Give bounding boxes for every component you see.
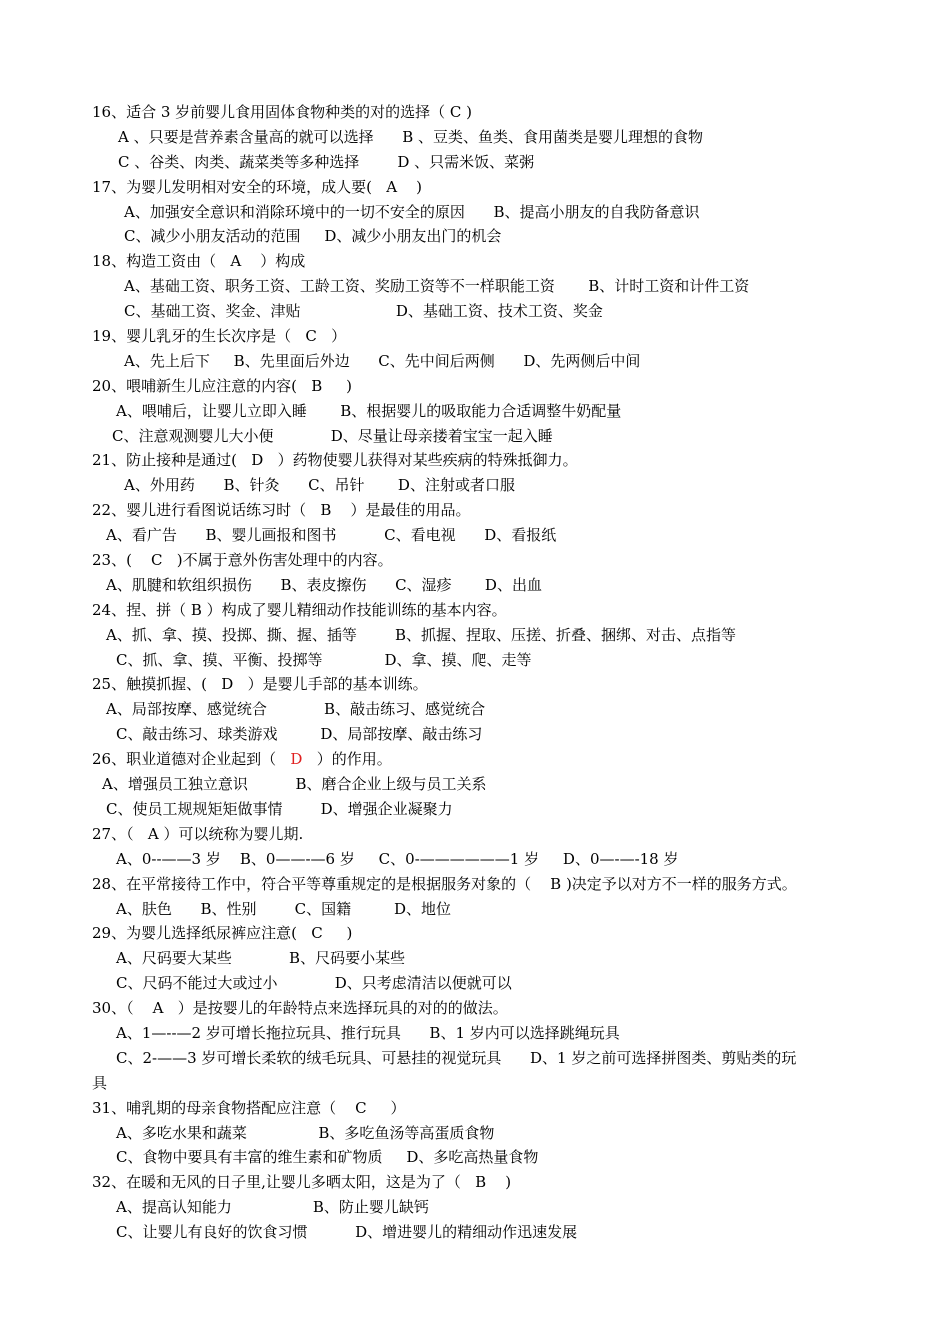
question-23-options: A、肌腱和软组织损伤 B、表皮擦伤 C、湿疹 D、出血	[106, 575, 542, 594]
question-28-stem: 28、在平常接待工作中，符合平等尊重规定的是根据服务对象的（ B )决定予以对方不一样的服务方式。	[92, 874, 797, 893]
question-30-options-wrap: 具	[92, 1073, 108, 1092]
question-20-stem: 20、喂哺新生儿应注意的内容( B )	[92, 376, 352, 395]
question-26-answer: D	[290, 750, 303, 769]
question-22-options: A、看广告 B、婴儿画报和图书 C、看电视 D、看报纸	[106, 526, 557, 545]
question-25-stem: 25、触摸抓握、( D ）是婴儿手部的基本训练。	[92, 675, 428, 694]
question-24-options-ab: A、抓、拿、摸、投掷、撕、握、插等 B、抓握、捏取、压搓、折叠、捆绑、对击、点指等	[106, 625, 737, 644]
question-26-options-ab: A、增强员工独立意识 B、磨合企业上级与员工关系	[102, 775, 487, 794]
question-28-options: A、肤色 B、性别 C、国籍 D、地位	[116, 899, 452, 918]
question-21-options: A、外用药 B、针灸 C、吊针 D、注射或者口服	[124, 476, 515, 495]
question-32-options-ab: A、提高认知能力 B、防止婴儿缺钙	[116, 1198, 429, 1217]
question-19-stem: 19、婴儿乳牙的生长次序是（ C ）	[92, 327, 347, 346]
question-29-options-cd: C、尺码不能过大或过小 D、只考虑清洁以便就可以	[116, 974, 512, 993]
question-27-stem: 27、（ A ）可以统称为婴儿期.	[92, 824, 304, 843]
question-18-stem: 18、构造工资由（ A ）构成	[92, 252, 306, 271]
question-31-options-cd: C、食物中要具有丰富的维生素和矿物质 D、多吃高热量食物	[116, 1148, 539, 1167]
question-25-options-ab: A、局部按摩、感觉统合 B、敲击练习、感觉统合	[106, 700, 486, 719]
question-30-stem: 30、（ A ）是按婴儿的年龄特点来选择玩具的对的的做法。	[92, 999, 508, 1018]
question-24-stem: 24、捏、拼（ B ）构成了婴儿精细动作技能训练的基本内容。	[92, 600, 507, 619]
question-26-stem	[92, 747, 882, 772]
question-26-stem-tail: ）的作用。	[302, 750, 392, 769]
question-16-options-cd: C 、谷类、肉类、蔬菜类等多种选择 D 、只需米饭、菜粥	[118, 152, 535, 171]
question-list	[92, 100, 882, 1245]
question-32-stem: 32、在暖和无风的日子里,让婴儿多晒太阳，这是为了（ B )	[92, 1173, 512, 1192]
question-31-options-ab: A、多吃水果和蔬菜 B、多吃鱼汤等高蛋质食物	[116, 1123, 495, 1142]
question-30-options-cd: C、2-——3 岁可增长柔软的绒毛玩具、可悬挂的视觉玩具 D、1 岁之前可选择拼图类、剪贴类的玩	[116, 1048, 797, 1067]
question-26-options-cd: C、使员工规规矩矩做事情 D、增强企业凝聚力	[106, 799, 453, 818]
question-31-stem: 31、哺乳期的母亲食物搭配应注意（ C ）	[92, 1098, 406, 1117]
question-19-options: A、先上后下 B、先里面后外边 C、先中间后两侧 D、先两侧后中间	[124, 351, 641, 370]
question-20-options-ab: A、喂哺后，让婴儿立即入睡 B、根据婴儿的吸取能力合适调整牛奶配量	[116, 401, 622, 420]
question-29-stem: 29、为婴儿选择纸尿裤应注意( C )	[92, 924, 353, 943]
question-16-options-ab: A 、只要是营养素含量高的就可以选择 B 、豆类、鱼类、食用菌类是婴儿理想的食物	[118, 127, 704, 146]
question-29-options-ab: A、尺码要大某些 B、尺码要小某些	[116, 949, 406, 968]
question-30-options-ab: A、1—--—2 岁可增长拖拉玩具、推行玩具 B、1 岁内可以选择跳绳玩具	[116, 1023, 620, 1042]
question-18-options-ab: A、基础工资、职务工资、工龄工资、奖励工资等不一样职能工资 B、计时工资和计件工资	[124, 277, 750, 296]
question-20-options-cd: C、注意观测婴儿大小便 D、尽量让母亲搂着宝宝一起入睡	[112, 426, 553, 445]
question-16-stem: 16、适合 3 岁前婴儿食用固体食物种类的对的选择（ C )	[92, 103, 473, 121]
question-17-stem: 17、为婴儿发明相对安全的环境，成人要( A )	[92, 177, 423, 196]
question-21-stem: 21、防止接种是通过( D ）药物使婴儿获得对某些疾病的特殊抵御力。	[92, 451, 578, 470]
question-22-stem: 22、婴儿进行看图说话练习时（ B ）是最佳的用品。	[92, 501, 471, 520]
question-17-options-cd: C、减少小朋友活动的范围 D、减少小朋友出门的机会	[124, 227, 502, 246]
question-18-options-cd: C、基础工资、奖金、津贴 D、基础工资、技术工资、奖金	[124, 302, 603, 321]
question-17-options-ab: A、加强安全意识和消除环境中的一切不安全的原因 B、提高小朋友的自我防备意识	[124, 202, 700, 221]
question-27-options: A、0--——3 岁 B、0——-—6 岁 C、0-——————1 岁 D、0—-—-18 岁	[116, 849, 679, 868]
question-23-stem: 23、( C )不属于意外伤害处理中的内容。	[92, 551, 393, 570]
question-26-stem-head: 26、职业道德对企业起到（	[92, 750, 291, 769]
question-25-options-cd: C、敲击练习、球类游戏 D、局部按摩、敲击练习	[116, 725, 483, 744]
question-24-options-cd: C、抓、拿、摸、平衡、投掷等 D、拿、摸、爬、走等	[116, 650, 532, 669]
question-32-options-cd: C、让婴儿有良好的饮食习惯 D、增进婴儿的精细动作迅速发展	[116, 1223, 578, 1242]
